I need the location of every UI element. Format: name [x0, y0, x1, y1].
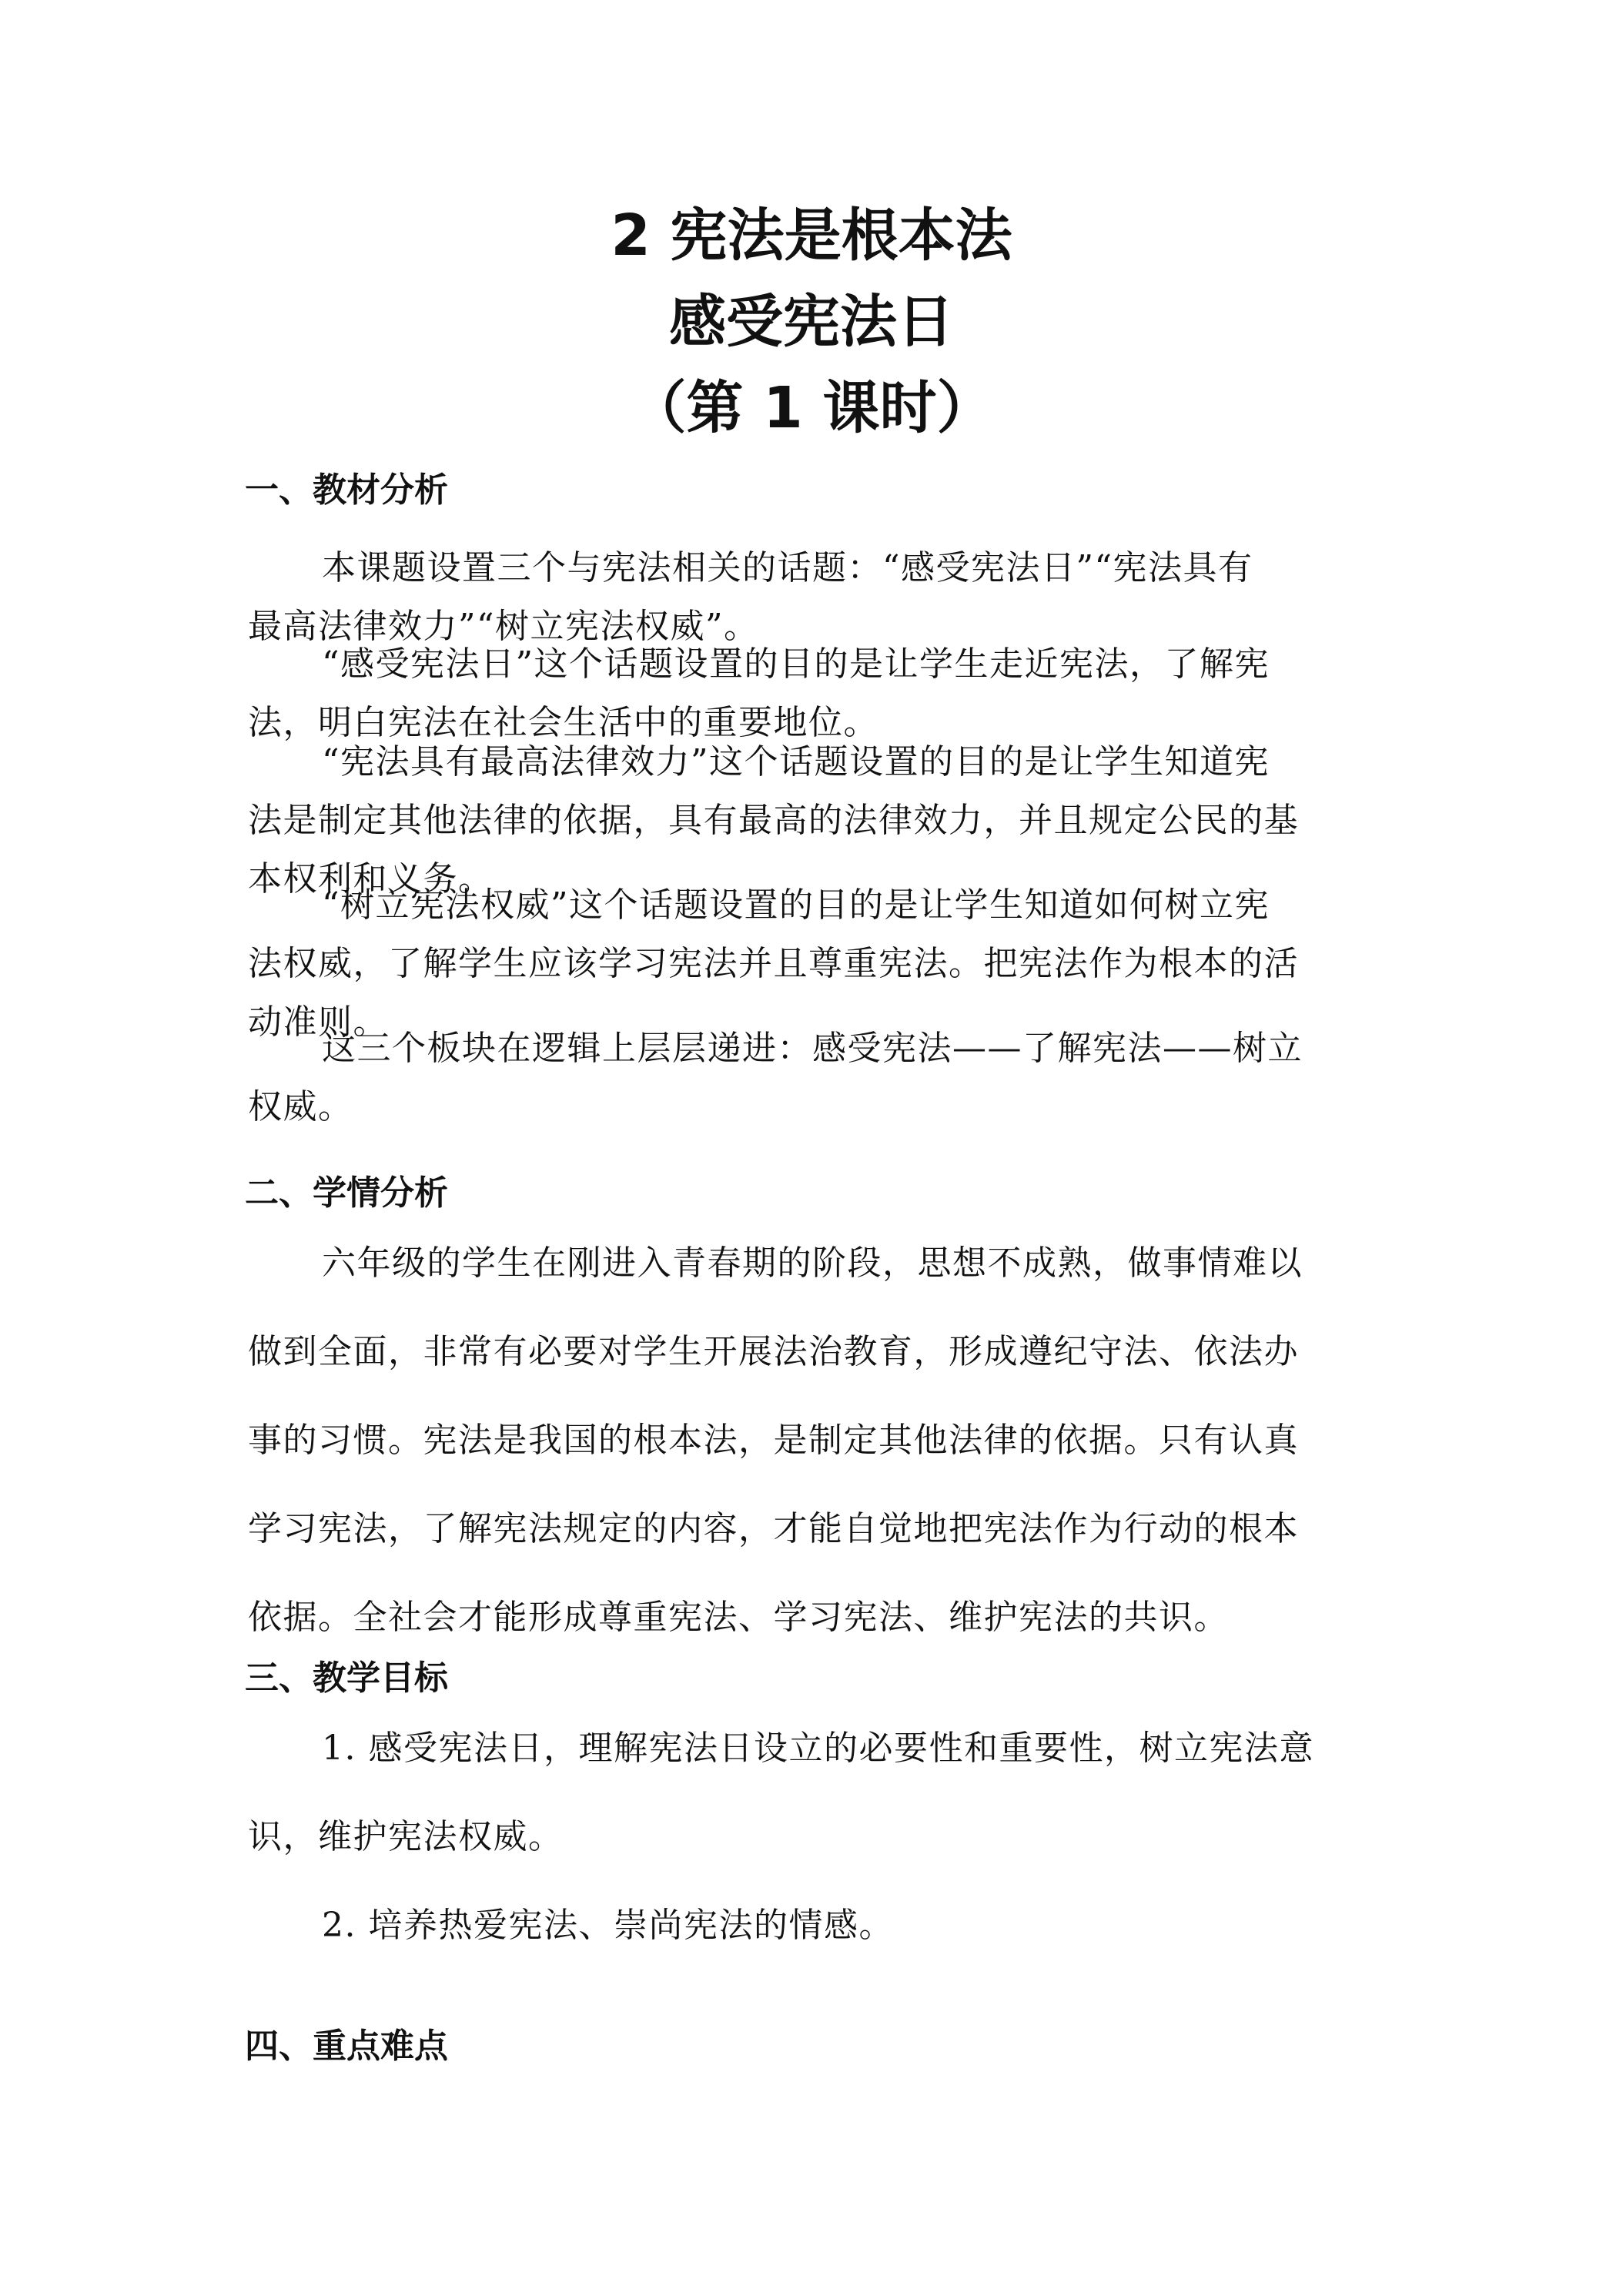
paragraph-line: 最高法律效力”“树立宪法权威”。	[248, 607, 759, 646]
paragraph-line: 法，明白宪法在社会生活中的重要地位。	[248, 703, 878, 742]
paragraph-line: 做到全面，非常有必要对学生开展法治教育，形成遵纪守法、依法办	[248, 1332, 1299, 1371]
section-heading-textbook-analysis: 一、教材分析	[245, 470, 448, 510]
paragraph-line: 识，维护宪法权威。	[248, 1817, 564, 1856]
section-heading-learner-analysis: 二、学情分析	[245, 1173, 448, 1213]
paragraph-line: “宪法具有最高法律效力”这个话题设置的目的是让学生知道宪	[322, 742, 1270, 782]
paragraph-line: 动准则。	[248, 1002, 388, 1042]
title-line-1: 2 宪法是根本法	[611, 202, 1012, 269]
section-heading-teaching-goals: 三、教学目标	[245, 1658, 448, 1698]
title-line-3: （第 1 课时）	[629, 375, 994, 441]
paragraph-line: 六年级的学生在刚进入青春期的阶段，思想不成熟，做事情难以	[322, 1243, 1303, 1283]
document-title	[0, 192, 1623, 451]
paragraph-line: 学习宪法，了解宪法规定的内容，才能自觉地把宪法作为行动的根本	[248, 1509, 1299, 1548]
paragraph-line: 本课题设置三个与宪法相关的话题：“感受宪法日”“宪法具有	[322, 548, 1253, 587]
paragraph-line: 事的习惯。宪法是我国的根本法，是制定其他法律的依据。只有认真	[248, 1421, 1299, 1460]
paragraph-line: “树立宪法权威”这个话题设置的目的是让学生知道如何树立宪	[322, 885, 1270, 925]
title-line-2: 感受宪法日	[669, 289, 954, 355]
paragraph-line: 1. 感受宪法日，理解宪法日设立的必要性和重要性，树立宪法意	[322, 1729, 1314, 1768]
paragraph-goal-2	[248, 1881, 1387, 1970]
paragraph-goal-1	[248, 1704, 1387, 1881]
paragraph-line: 法权威，了解学生应该学习宪法并且尊重宪法。把宪法作为根本的活	[248, 944, 1299, 983]
paragraph-progression	[248, 1019, 1387, 1136]
paragraph-line: 权威。	[248, 1087, 353, 1126]
section-heading-key-difficulties: 四、重点难点	[245, 2027, 448, 2066]
paragraph-line: 依据。全社会才能形成尊重宪法、学习宪法、维护宪法的共识。	[248, 1598, 1229, 1637]
paragraph-line: 法是制定其他法律的依据，具有最高的法律效力，并且规定公民的基	[248, 801, 1299, 840]
paragraph-line: “感受宪法日”这个话题设置的目的是让学生走近宪法，了解宪	[322, 644, 1270, 684]
paragraph-learner-analysis	[248, 1219, 1387, 1662]
paragraph-line: 本权利和义务。	[248, 859, 494, 899]
paragraph-line: 2. 培养热爱宪法、崇尚宪法的情感。	[322, 1906, 894, 1945]
paragraph-line: 这三个板块在逻辑上层层递进：感受宪法——了解宪法——树立	[322, 1029, 1303, 1068]
